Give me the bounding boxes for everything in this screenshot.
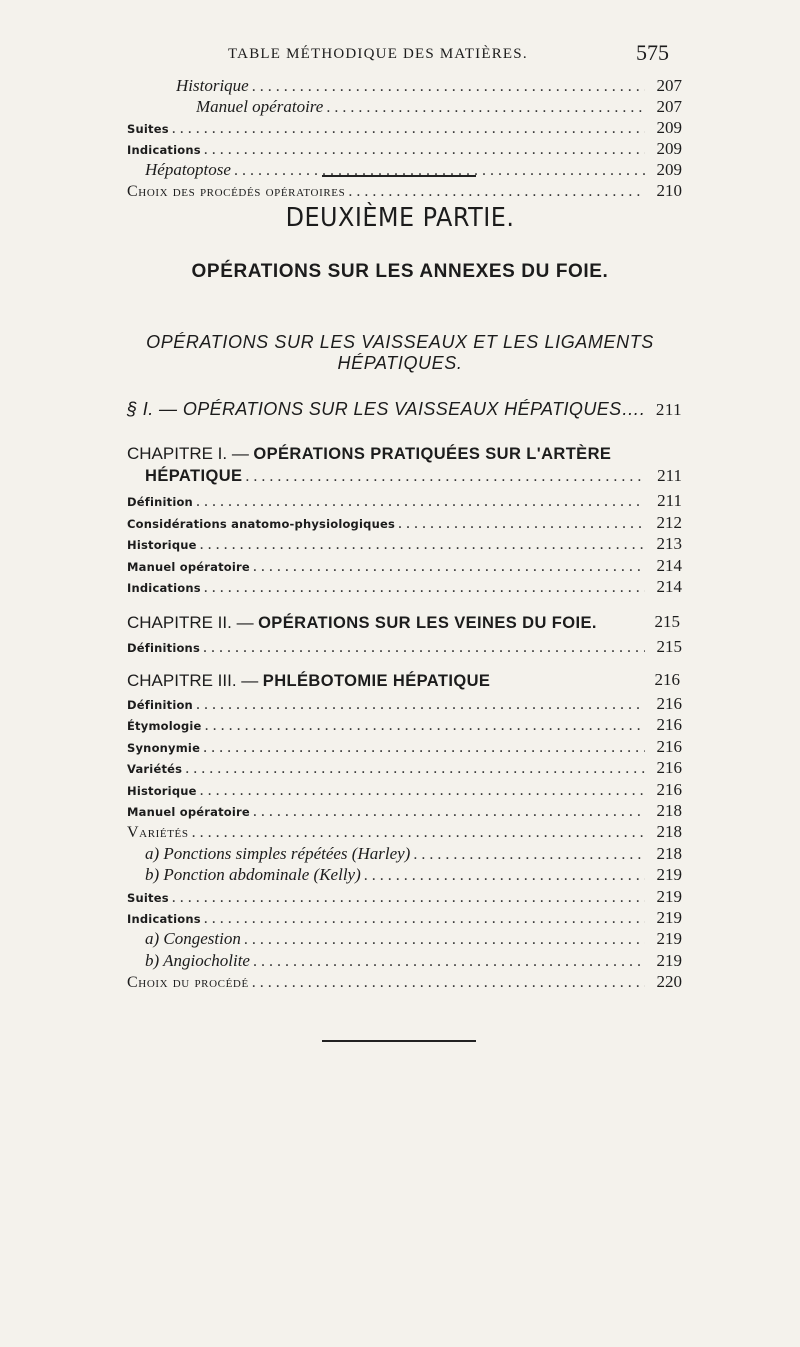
toc-entry-label: Manuel opératoire — [127, 559, 250, 574]
toc-entry — [127, 887, 682, 907]
toc-entry-label: Choix des procédés opératoires — [127, 183, 346, 200]
toc-entry-page: 207 — [656, 76, 682, 95]
toc-entry-page: 210 — [656, 181, 682, 200]
toc-entry-page: 216 — [656, 694, 682, 713]
toc-entry — [127, 577, 682, 597]
toc-entry — [127, 139, 682, 159]
toc-entry-page: 215 — [656, 637, 682, 656]
toc-entry-label: Hépatoptose — [145, 160, 231, 179]
part-subtitle: OPÉRATIONS SUR LES ANNEXES DU FOIE. — [191, 261, 609, 282]
toc-entry-page: 218 — [656, 843, 682, 863]
toc-entry — [127, 637, 682, 657]
dot-leader — [196, 696, 645, 714]
toc-entry — [127, 513, 682, 533]
toc-entry-label: Variétés — [127, 824, 189, 842]
chapter-3-number: CHAPITRE III. — — [127, 671, 259, 690]
toc-entry — [127, 534, 682, 554]
toc-entry-page: 216 — [656, 736, 682, 756]
toc-entry-label: b) Ponction abdominale (Kelly) — [145, 865, 361, 885]
toc-entry — [127, 908, 682, 928]
toc-entry-page: 216 — [656, 758, 682, 778]
page-number: 575 — [636, 40, 669, 65]
toc-entry-page: 218 — [656, 801, 682, 820]
toc-entry-label: b) Angiocholite — [145, 950, 250, 970]
dot-leader — [172, 120, 645, 138]
toc-entry-page: 219 — [656, 950, 682, 970]
dot-leader — [326, 99, 645, 117]
toc-entry-label: Indications — [127, 581, 201, 595]
toc-entry-label: Manuel opératoire — [196, 97, 324, 116]
dot-leader — [196, 493, 645, 511]
part-title: DEUXIÈME PARTIE. — [285, 203, 515, 233]
toc-entry — [127, 491, 682, 511]
dot-leader — [253, 953, 645, 971]
chapter-1-title-line-2-text: HÉPATIQUE — [145, 467, 243, 485]
chapter-1-title-line-1: OPÉRATIONS PRATIQUÉES SUR L'ARTÈRE — [253, 445, 612, 463]
toc-entry-label: Définition — [127, 495, 193, 509]
toc-entry-page: 214 — [656, 577, 682, 596]
divider-rule-bottom — [322, 1040, 476, 1042]
dot-leader — [200, 782, 645, 800]
toc-entry — [127, 737, 682, 757]
running-head — [0, 38, 800, 68]
toc-entry — [127, 694, 682, 714]
toc-entry-page: 209 — [656, 139, 682, 158]
toc-entry — [127, 780, 682, 800]
dot-leader — [204, 910, 645, 928]
toc-entry — [127, 801, 682, 821]
dot-leader — [204, 141, 645, 159]
dot-leader — [413, 846, 645, 864]
toc-entry-page: 218 — [656, 822, 682, 842]
toc-entry — [127, 181, 682, 201]
dot-leader — [192, 824, 645, 842]
toc-entry — [127, 715, 682, 735]
dot-leader — [252, 974, 645, 992]
toc-entry-label: Indications — [127, 912, 201, 926]
toc-entry-page: 209 — [656, 118, 682, 137]
chapter-1-title-line-2 — [145, 466, 682, 486]
dot-leader — [253, 803, 645, 821]
toc-entry — [145, 160, 682, 180]
dot-leader — [234, 162, 645, 180]
toc-entry — [145, 865, 682, 885]
toc-entry — [196, 97, 682, 117]
toc-entry-label: a) Ponctions simples répétées (Harley) — [145, 843, 411, 863]
chapter-2-number: CHAPITRE II. — — [127, 613, 254, 632]
toc-entry — [145, 844, 682, 864]
toc-entry-label: a) Congestion — [145, 929, 241, 949]
toc-entry — [127, 822, 682, 842]
toc-entry-label: Manuel opératoire — [127, 805, 250, 819]
toc-entry-label: Indications — [127, 143, 201, 157]
toc-entry-page: 211 — [657, 491, 682, 510]
toc-entry-label: Considérations anatomo-physiologiques — [127, 516, 395, 531]
italic-heading-line-2: HÉPATIQUES. — [337, 353, 463, 373]
chapter-1-heading — [127, 443, 680, 464]
toc-entry-label: Définitions — [127, 641, 200, 655]
dot-leader — [245, 468, 645, 486]
chapter-2-heading — [127, 612, 680, 633]
chapter-1-page: 211 — [657, 466, 682, 485]
section-label: § I. — OPÉRATIONS SUR LES VAISSEAUX HÉPATIQUES…. — [127, 399, 646, 419]
dot-leader — [203, 739, 645, 757]
toc-entry-label: Historique — [127, 783, 197, 798]
chapter-2-page: 215 — [654, 612, 680, 631]
toc-entry-label: Étymologie — [127, 719, 202, 734]
toc-entry-page: 220 — [656, 972, 682, 992]
toc-entry-page: 216 — [656, 715, 682, 735]
dot-leader — [398, 515, 645, 533]
toc-entry-label: Historique — [176, 76, 249, 95]
toc-entry-label: Définition — [127, 698, 193, 712]
toc-entry-page: 216 — [656, 779, 682, 799]
toc-entry — [145, 951, 682, 971]
toc-entry-page: 209 — [656, 160, 682, 179]
dot-leader — [252, 78, 645, 96]
dot-leader — [200, 536, 645, 554]
section-heading — [127, 399, 682, 420]
chapter-3-page: 216 — [654, 670, 680, 689]
toc-entry-label: Choix du procédé — [127, 974, 249, 992]
chapter-2-title: OPÉRATIONS SUR LES VEINES DU FOIE. — [258, 614, 597, 632]
dot-leader — [205, 717, 645, 735]
toc-entry-label: Variétés — [127, 762, 183, 777]
toc-entry — [127, 556, 682, 576]
section-page: 211 — [655, 400, 682, 419]
toc-entry-label: Suites — [127, 890, 169, 905]
toc-entry-label: Suites — [127, 122, 169, 136]
running-head-title: TABLE MÉTHODIQUE DES MATIÈRES. — [228, 46, 528, 62]
dot-leader — [203, 639, 645, 657]
chapter-1-number: CHAPITRE I. — — [127, 444, 249, 463]
toc-entry-page: 219 — [656, 886, 682, 906]
dot-leader — [185, 760, 645, 778]
chapter-3-title: PHLÉBOTOMIE HÉPATIQUE — [262, 672, 491, 690]
dot-leader — [348, 183, 645, 201]
toc-entry-page: 207 — [656, 97, 682, 116]
italic-heading-line-1: OPÉRATIONS SUR LES VAISSEAUX ET LES LIGAMENTS — [146, 332, 654, 352]
chapter-3-heading — [127, 670, 680, 691]
toc-entry-label: Synonymie — [127, 740, 201, 755]
toc-entry-page: 219 — [656, 908, 682, 927]
toc-entry-page: 214 — [656, 555, 682, 575]
toc-entry-page: 212 — [656, 512, 682, 532]
dot-leader — [364, 867, 645, 885]
divider-rule-top — [322, 175, 476, 177]
dot-leader — [244, 931, 645, 949]
toc-entry-label: Historique — [127, 538, 197, 552]
toc-entry — [127, 118, 682, 138]
dot-leader — [253, 558, 645, 576]
dot-leader — [204, 579, 645, 597]
toc-entry — [127, 972, 682, 992]
toc-entry-page: 219 — [656, 929, 682, 949]
toc-entry — [127, 758, 682, 778]
toc-entry — [176, 76, 682, 96]
toc-entry-page: 213 — [656, 534, 682, 553]
toc-entry-page: 219 — [656, 865, 682, 885]
toc-entry — [145, 929, 682, 949]
dot-leader — [172, 889, 645, 907]
